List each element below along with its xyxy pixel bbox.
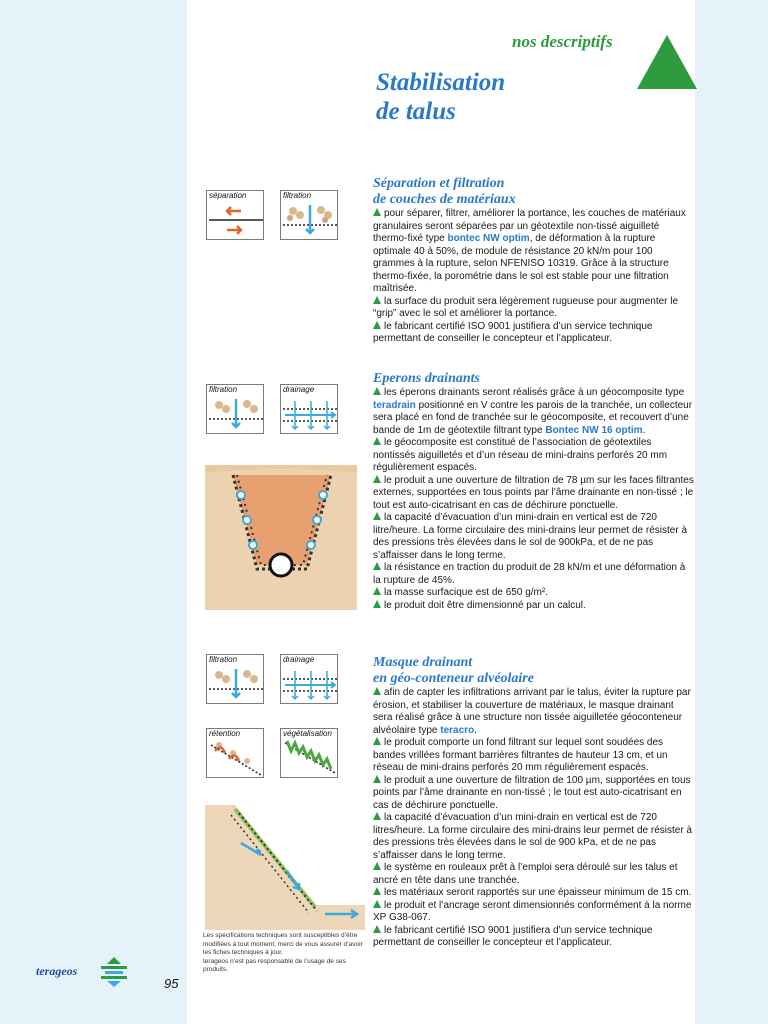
trench-illustration xyxy=(205,465,357,610)
bullet-triangle-icon xyxy=(373,900,381,908)
section-2-bullet-1: les éperons drainants seront réalisés grâce à un géocomposite type teradrain positionné en V contre les parois de la tranchée, un collecteur sera placé en fond de tranchée sur le géocomposite, et recouvert d’une bande de 1m de géotextile filtrant type Bontec NW 16 optim. xyxy=(373,387,693,436)
bullet-triangle-icon xyxy=(373,562,381,570)
section-tag: nos descriptifs xyxy=(512,32,613,51)
retention-icon xyxy=(207,739,265,779)
section-eperons-drainants xyxy=(373,371,695,612)
filtration-label: filtration xyxy=(283,191,312,200)
drainage-icon xyxy=(281,395,339,435)
section-masque-drainant xyxy=(373,655,695,950)
bullet-triangle-icon xyxy=(373,208,381,216)
section-2-bullet-4: la capacité d’évacuation d’un mini-drain en vertical est de 720 litre/heure. La forme circulaire des mini-drains leur permet de résister à des pressions très élevées dans le sol de 900kPa, et de ne pas s’affaisser dans le long terme. xyxy=(373,512,688,561)
section-separation-filtration xyxy=(373,176,695,346)
section-2-title: Eperons drainants xyxy=(373,371,480,386)
section-3-title: Masque drainant en géo-conteneur alvéolaire xyxy=(373,655,534,686)
retention-label: rétention xyxy=(209,729,241,738)
retention-pictogram xyxy=(206,728,264,778)
drainage-label: drainage xyxy=(283,385,315,394)
filtration-icon xyxy=(281,201,339,241)
bullet-triangle-icon xyxy=(373,512,381,520)
bullet-triangle-icon xyxy=(373,887,381,895)
section-2-bullet-7: le produit doit être dimensionné par un calcul. xyxy=(373,600,695,613)
bullet-triangle-icon xyxy=(373,812,381,820)
separation-icon xyxy=(207,201,265,241)
left-margin-band xyxy=(0,0,187,1024)
brand-logo-text: terageos xyxy=(36,964,78,978)
section-2-bullet-6: la masse surfacique est de 650 g/m². xyxy=(373,587,695,600)
filtration-pictogram xyxy=(280,190,338,240)
section-2-bullet-2: le géocomposite est constitué de l’association de géotextiles nontissés aiguilletés et d’un réseau de mini-drains perforés 20 mm régulièrement espacés. xyxy=(373,437,668,473)
section-2-bullet-3: le produit a une ouverture de filtration de 78 µm sur les faces filtrantes externes, supportées en tous points par l’âme drainante en non-tissé ; le tout est auto-cicatrisant en cas de déchirure ponctuelle. xyxy=(373,474,694,511)
bullet-triangle-icon xyxy=(373,862,381,870)
section-1-bullet-1: pour séparer, filtrer, améliorer la portance, les couches de matériaux granulaires seront séparées par un géotextile non-tissé aiguilleté thermo-fixé type bontec NW optim, de déformation à la rupture optimale 40 à 50%, de module de résistance 20 kN/m pour 100 grammes à la rupture, selon NFENISO 10319. Grâce à la structure thermo-fixée, la porométrie dans le sol est stable pour une filtration maîtrisée. xyxy=(373,208,686,294)
bullet-triangle-icon xyxy=(373,737,381,745)
section-2-bullet-5: la résistance en traction du produit de 28 kN/m et une déformation à la rupture de 45%. xyxy=(373,562,686,586)
bullet-triangle-icon xyxy=(373,600,381,608)
drainage-pictogram xyxy=(280,384,338,434)
filtration-pictogram-2 xyxy=(206,384,264,434)
drainage-pictogram-2 xyxy=(280,654,338,704)
filtration-label-2: filtration xyxy=(209,385,238,394)
bullet-triangle-icon xyxy=(373,687,381,695)
drainage-label-2: drainage xyxy=(283,655,315,664)
vegetalisation-label: végétalisation xyxy=(283,729,332,738)
drainage-icon xyxy=(281,665,339,705)
section-3-bullet-2: le produit comporte un fond filtrant sur lequel sont soudées des bandes vrillées formant barrières filtrantes de hauteur 13 cm, et un réseau de mini-drains perforés 20 mm régulièrement espacés. xyxy=(373,737,668,773)
filtration-icon xyxy=(207,665,265,705)
right-margin-band xyxy=(695,0,768,1024)
brand-logo-icon xyxy=(99,957,129,987)
section-3-bullet-8: le fabricant certifié ISO 9001 justifiera d’un service technique permettant de conseiller le concepteur et l’applicateur. xyxy=(373,924,653,948)
bullet-triangle-icon xyxy=(373,321,381,329)
bullet-triangle-icon xyxy=(373,587,381,595)
vegetation-icon xyxy=(281,739,339,779)
bullet-triangle-icon xyxy=(373,925,381,933)
separation-label: séparation xyxy=(209,191,247,200)
bullet-triangle-icon xyxy=(373,475,381,483)
filtration-label-3: filtration xyxy=(209,655,238,664)
section-3-bullet-1: afin de capter les infiltrations arrivant par le talus, éviter la rupture par érosion, et stabiliser la couverture de matériaux, le masque drainant sera réalisé grâce à une structure non tissée aiguilletée géoconteneur alvéolaire type teracro. xyxy=(373,687,691,736)
section-3-bullet-5: le système en rouleaux prêt à l’emploi sera déroulé sur les talus et ancré en tête dans une tranchée. xyxy=(373,862,678,886)
bullet-triangle-icon xyxy=(373,775,381,783)
section-1-title: Séparation et filtration de couches de matériaux xyxy=(373,176,516,207)
section-3-bullet-3: le produit a une ouverture de filtration de 100 µm, supportées en tous points par l’âme drainante en non-tissé ; le tout est auto-cicatrisant en cas de déchirure ponctuelle. xyxy=(373,774,691,811)
separation-pictogram xyxy=(206,190,264,240)
footnote: Les spécifications techniques sont susceptibles d’être modifiées à tout moment, merci de vous assurer d’avoir les fiches techniques à jour. terageos n’est pas responsable de l’usage de ses produits. xyxy=(203,932,363,973)
vegetalisation-pictogram xyxy=(280,728,338,778)
bullet-triangle-icon xyxy=(373,437,381,445)
slope-illustration xyxy=(205,805,365,930)
section-3-bullet-4: la capacité d’évacuation d’un mini-drain en vertical est de 720 litres/heure. La forme circulaire des mini-drains leur permet de résister à des pressions très élevées dans le sol de 900 kPa, et de ne pas s’affaisser dans le long terme. xyxy=(373,812,693,861)
section-3-bullet-7: le produit et l’ancrage seront dimensionnés conformément à la norme XP G38-067. xyxy=(373,899,692,923)
page-title: Stabilisation de talus xyxy=(376,69,506,125)
section-1-bullet-3: le fabricant certifié ISO 9001 justifiera d’un service technique permettant de conseiller le concepteur et l’applicateur. xyxy=(373,320,653,344)
section-3-bullet-6: les matériaux seront rapportés sur une épaisseur minimum de 15 cm. xyxy=(373,887,695,900)
bullet-triangle-icon xyxy=(373,387,381,395)
filtration-icon xyxy=(207,395,265,435)
filtration-pictogram-3 xyxy=(206,654,264,704)
green-triangle-icon xyxy=(637,35,697,89)
section-1-bullet-2: la surface du produit sera légèrement rugueuse pour augmenter le “grip” avec le sol et améliorer la portance. xyxy=(373,295,679,319)
bullet-triangle-icon xyxy=(373,296,381,304)
page-number: 95 xyxy=(164,976,179,991)
